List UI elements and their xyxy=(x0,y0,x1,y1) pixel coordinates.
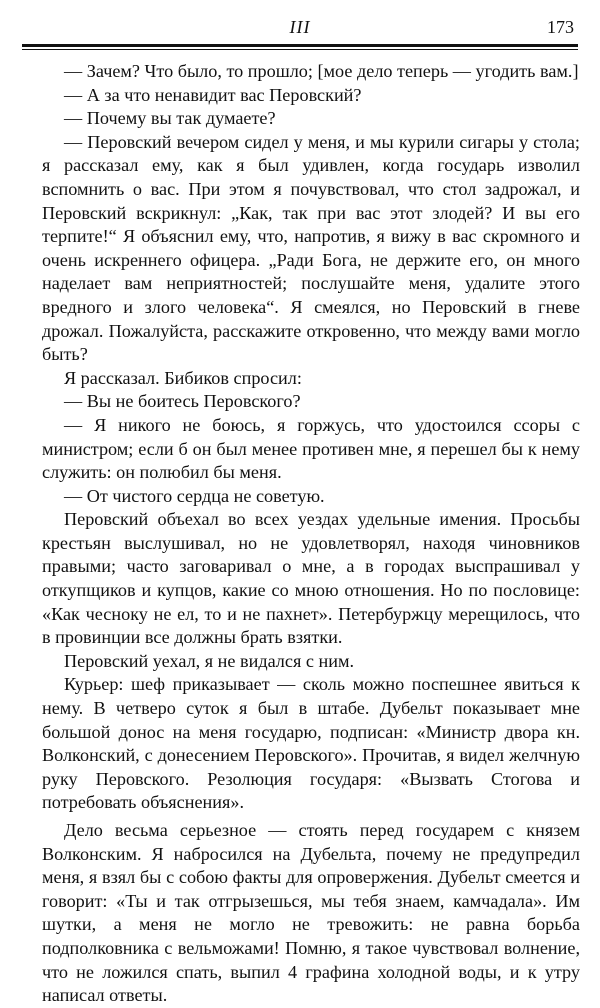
header-rule-thin xyxy=(22,49,578,50)
paragraph-6: — Вы не боитесь Перовского? xyxy=(64,391,301,412)
paragraph-3: — Почему вы так думаете? xyxy=(64,108,276,129)
paragraph-2: — А за что ненавидит вас Перовский? xyxy=(64,84,362,105)
paragraph-11: Курьер: шеф приказывает — сколь можно поспешнее явиться к нему. В четверо суток я был в штабе. Дубельт показывает мне большой донос на меня государю, подписан: «Министр двора кн. Волконский, с донесением Перовского». Прочитав, я видел желчную руку Перовского. Резолюция государя: «Вызвать Стогова и потребовать объяснения». xyxy=(42,674,580,813)
body-text xyxy=(42,60,580,1008)
paragraph-4: — Перовский вечером сидел у меня, и мы курили сигары у стола; я рассказал ему, как я был удивлен, когда государь изволил вспомнить о вас. При этом я почувствовал, что стол задрожал, и Перовский вскрикнул: „Как, так при вас этот злодей? И вы его терпите!“ Я объяснил ему, что, напротив, я вижу в вас скромного и очень искреннего офицера. „Ради Бога, не держите его, он много наделает вам неприятностей; послушайте меня, удалите этого вредного и злого человека“. Я смеялся, но Перовский в гневе дрожал. Пожалуйста, расскажите откровенно, что между вами могло быть? xyxy=(42,131,580,365)
paragraph-7: — Я никого не боюсь, я горжусь, что удостоился ссоры с министром; если б он был менее противен мне, я перешел бы к нему служить: он полюбил бы меня. xyxy=(42,414,580,483)
paragraph-12: Дело весьма серьезное — стоять перед государем с князем Волконским. Я набросился на Дубельта, почему не предупредил меня, я взял бы с собою факты для опровержения. Дубельт смеется и говорит: «Ты и так отгрызешься, мы тебя знаем, камчадала». Им шутки, а меня не могло не тревожить: не равна борьба подполковника с вельможами! Помню, я такое чувствовал волнение, что не ложился спать, выпил 4 графина холодной воды, и к утру написал ответы. xyxy=(42,820,580,1006)
page-header xyxy=(22,14,578,54)
paragraph-10: Перовский уехал, я не видался с ним. xyxy=(64,650,355,671)
paragraph-5: Я рассказал. Бибиков спросил: xyxy=(64,367,302,388)
page-number: 173 xyxy=(547,17,574,37)
header-rule-thick xyxy=(22,44,578,47)
running-title: III xyxy=(289,17,311,37)
paragraph-1: — Зачем? Что было, то прошло; [мое дело теперь — угодить вам.] xyxy=(64,61,579,81)
paragraph-9: Перовский объехал во всех уездах удельные имения. Просьбы крестьян выслушивал, но не удовлетворял, находя чиновников правыми; часто заговаривал о мне, а в городах выспрашивал у откупщиков и купцов, какие со мною отношения. Но по пословице: «Как чесноку не ел, то и не пахнет». Петербуржцу мерещилось, что в провинции все должны брать взятки. xyxy=(42,509,580,648)
paragraph-8: — От чистого сердца не советую. xyxy=(64,485,325,506)
